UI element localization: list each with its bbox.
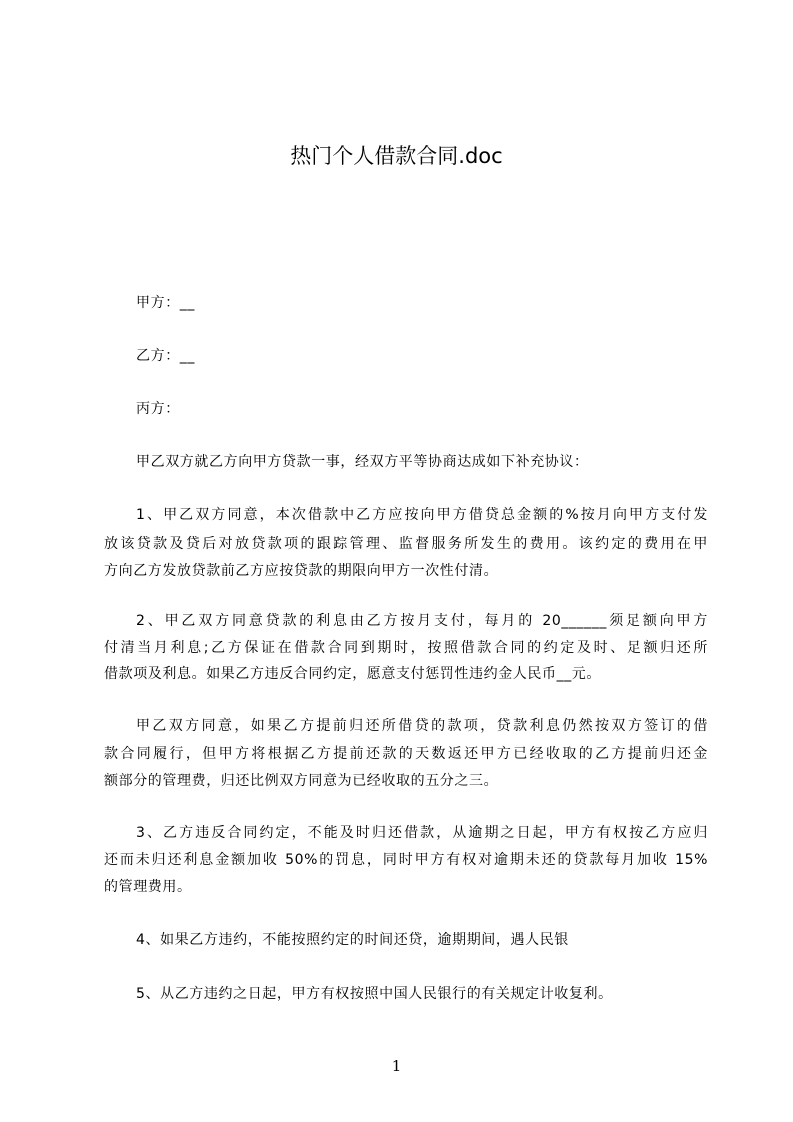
clause-3-line-2: 还而未归还利息金额加收 50%的罚息，同时甲方有权对逾期未还的贷款每月加收 15% xyxy=(104,852,708,868)
intro-paragraph: 甲乙双方就乙方向甲方贷款一事，经双方平等协商达成如下补充协议： xyxy=(136,454,589,470)
clause-3-line-3: 的管理费用。 xyxy=(104,879,192,895)
party-a-line: 甲方：__ xyxy=(136,295,195,311)
clause-1-line-2: 放该贷款及贷后对放贷款项的跟踪管理、监督服务所发生的费用。该约定的费用在甲 xyxy=(104,536,708,552)
clause-2-line-2: 付清当月利息;乙方保证在借款合同到期时，按照借款合同的约定及时、足额归还所 xyxy=(104,640,708,656)
prepayment-line-2: 款合同履行，但甲方将根据乙方提前还款的天数返还甲方已经收取的乙方提前归还金 xyxy=(104,746,708,762)
clause-5-line-1: 5、从乙方违约之日起，甲方有权按照中国人民银行的有关规定计收复利。 xyxy=(136,986,613,1002)
clause-4-line-1: 4、如果乙方违约，不能按照约定的时间还贷，逾期期间，遇人民银 xyxy=(136,932,569,948)
prepayment-line-3: 额部分的管理费，归还比例双方同意为已经收取的五分之三。 xyxy=(104,773,499,789)
document-title: 热门个人借款合同.doc xyxy=(290,144,503,168)
clause-1-line-3: 方向乙方发放贷款前乙方应按贷款的期限向甲方一次性付清。 xyxy=(104,563,499,579)
prepayment-line-1: 甲乙双方同意，如果乙方提前归还所借贷的款项，贷款利息仍然按双方签订的借 xyxy=(136,718,708,734)
clause-3-line-1: 3、乙方违反合同约定，不能及时归还借款，从逾期之日起，甲方有权按乙方应归 xyxy=(136,825,708,841)
clause-2-line-3: 借款项及利息。如果乙方违反合同约定，愿意支付惩罚性违约金人民币__元。 xyxy=(104,666,601,682)
party-b-line: 乙方：__ xyxy=(136,348,195,364)
clause-1-line-1: 1、甲乙双方同意，本次借款中乙方应按向甲方借贷总金额的%按月向甲方支付发 xyxy=(136,507,708,523)
page-number: 1 xyxy=(391,1057,402,1075)
clause-2-line-1: 2、甲乙双方同意贷款的利息由乙方按月支付，每月的 20______须足额向甲方 xyxy=(136,613,708,629)
party-c-line: 丙方： xyxy=(136,401,180,417)
